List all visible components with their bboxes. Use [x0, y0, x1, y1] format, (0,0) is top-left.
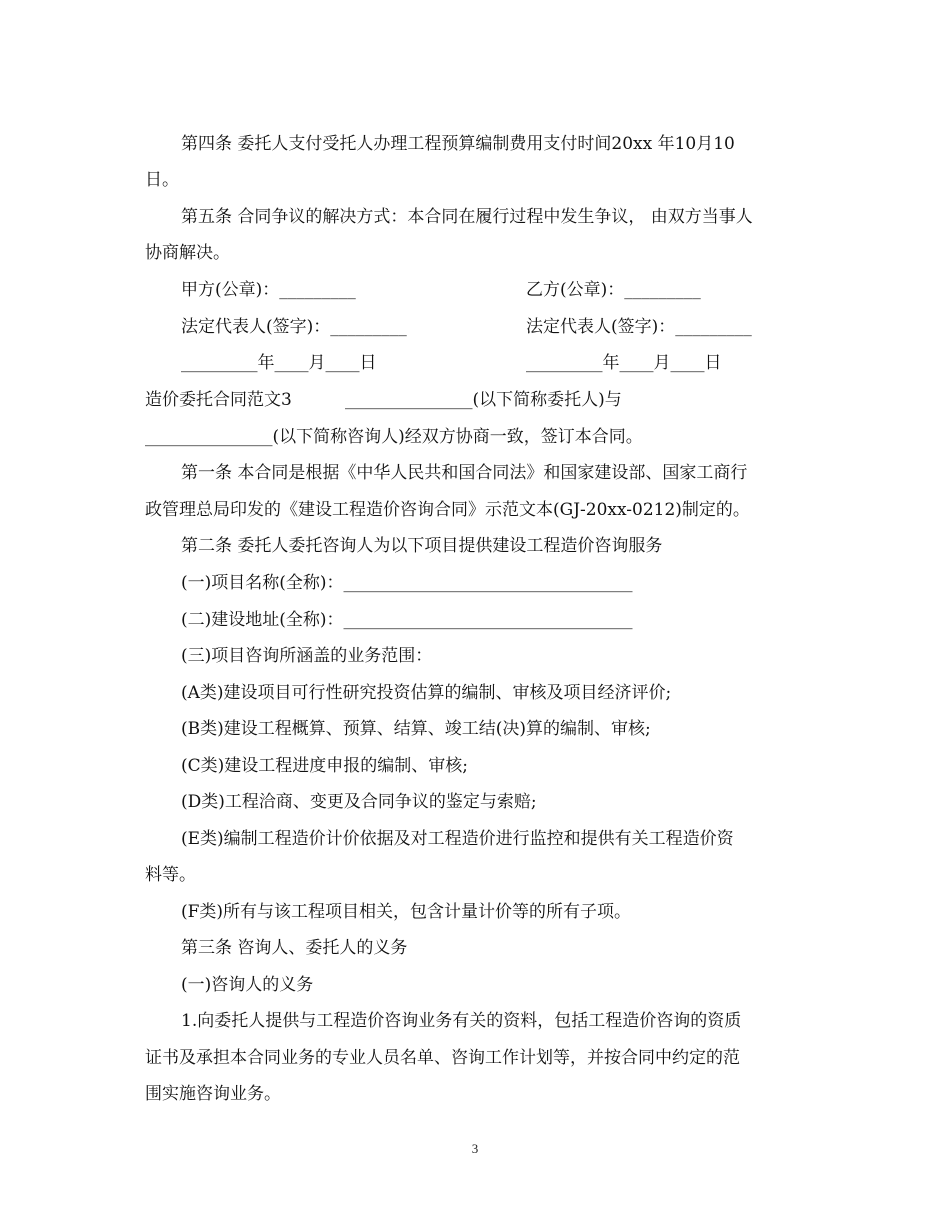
text-line: 第五条 合同争议的解决方式：本合同在履行过程中发生争议， 由双方当事人	[181, 207, 753, 227]
text-line: 证书及承担本合同业务的专业人员名单、咨询工作计划等，并按合同中约定的范	[145, 1048, 740, 1068]
text-line: 政管理总局印发的《建设工程造价咨询合同》示范文本(GJ-20xx-0212)制定的。	[145, 500, 750, 520]
text-line: 日。	[145, 170, 179, 190]
text-line: (一)咨询人的义务	[181, 975, 314, 995]
text-line: (E类)编制工程造价计价依据及对工程造价进行监控和提供有关工程造价资	[181, 829, 734, 849]
text-line: 围实施咨询业务。	[145, 1084, 281, 1104]
party-b-seal-field: 乙方(公章)：_________	[526, 280, 701, 300]
text-line: (B类)建设工程概算、预算、结算、竣工结(决)算的编制、审核;	[181, 719, 651, 739]
text-line: _______________(以下简称咨询人)经双方协商一致，签订本合同。	[145, 427, 643, 447]
party-b-date-field: _________年____月____日	[526, 353, 722, 373]
text-line: (三)项目咨询所涵盖的业务范围：	[181, 646, 433, 666]
party-a-rep-signature-field: 法定代表人(签字)：_________	[181, 317, 407, 337]
text-line: 第一条 本合同是根据《中华人民共和国合同法》和国家建设部、国家工商行	[181, 463, 748, 483]
text-line: (一)项目名称(全称)：__________________________________	[181, 573, 633, 593]
text-line: _______________(以下简称委托人)与	[345, 390, 622, 410]
text-line: (D类)工程洽商、变更及合同争议的鉴定与索赔;	[181, 792, 537, 812]
text-line: (C类)建设工程进度申报的编制、审核;	[181, 756, 468, 776]
text-line: 第三条 咨询人、委托人的义务	[181, 938, 408, 958]
page-number: 3	[471, 1141, 479, 1156]
text-line: 1.向委托人提供与工程造价咨询业务有关的资料，包括工程造价咨询的资质	[181, 1011, 742, 1031]
text-line: (A类)建设项目可行性研究投资估算的编制、审核及项目经济评价;	[181, 683, 672, 703]
text-line: (二)建设地址(全称)：__________________________________	[181, 610, 633, 630]
text-line: 协商解决。	[145, 243, 230, 263]
party-b-rep-signature-field: 法定代表人(签字)：_________	[526, 317, 752, 337]
party-a-date-field: _________年____月____日	[181, 353, 377, 373]
text-line: 第四条 委托人支付受托人办理工程预算编制费用支付时间20xx 年10月10	[181, 134, 735, 154]
text-line: 第二条 委托人委托咨询人为以下项目提供建设工程造价咨询服务	[181, 536, 663, 556]
section-heading: 造价委托合同范文3	[145, 390, 292, 410]
party-a-seal-field: 甲方(公章)：_________	[181, 280, 356, 300]
text-line: 料等。	[145, 865, 196, 885]
text-line: (F类)所有与该工程项目相关，包含计量计价等的所有子项。	[181, 902, 632, 922]
